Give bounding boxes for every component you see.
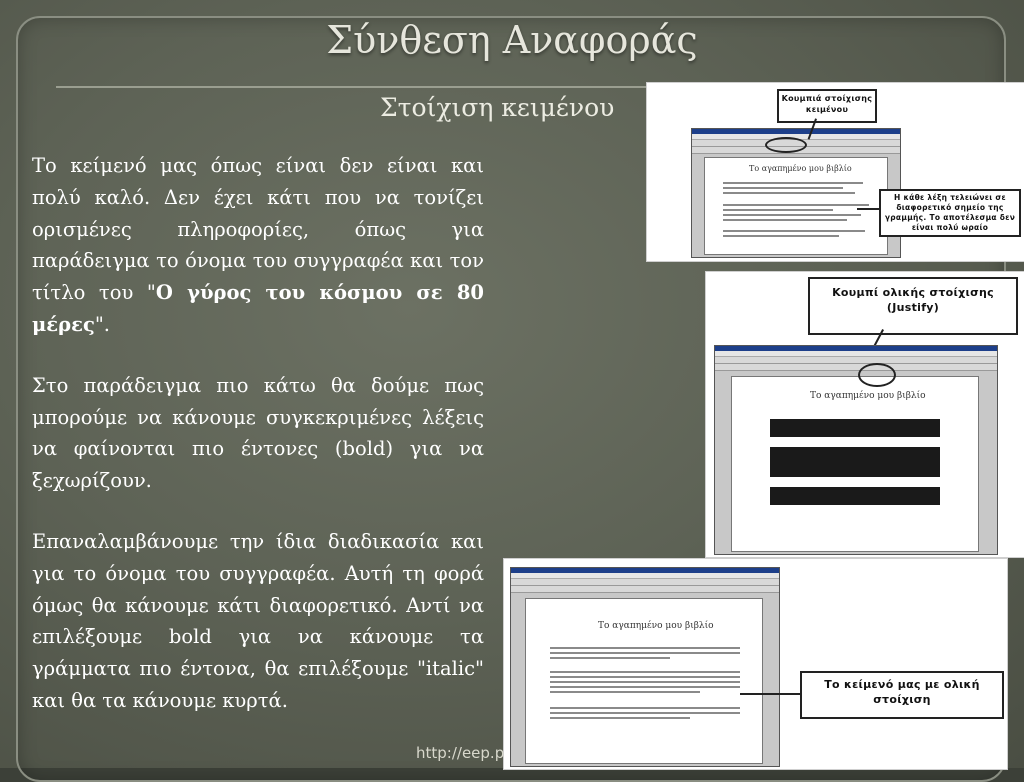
title-divider (56, 86, 706, 88)
word-window (714, 345, 998, 555)
slide-title: Σύνθεση Αναφοράς (326, 18, 698, 62)
callout-ragged-text: Η κάθε λέξη τελειώνει σε διαφορετικό σημείο της γραμμής. Το αποτέλεσμα δεν είναι πολύ ωραίο (879, 189, 1021, 237)
highlight-circle (858, 363, 896, 387)
highlight-circle (765, 137, 807, 153)
document-page (704, 157, 888, 255)
document-title: Το αγαπημένο μου βιβλίο (810, 391, 926, 401)
paragraph-3: Επαναλαμβάνουμε την ίδια διαδικασία και για το όνομα του συγγραφέα. Αυτή τη φορά όμως θα κάνουμε κάτι διαφορετικό. Αντί να επιλέξουμε bold για να κάνουμε τα γράμματα πιο έντονα, θα επιλέξουμε "italic" και θα τα κάνουμε κυρτά. (32, 529, 484, 712)
document-page (525, 598, 763, 764)
document-page (731, 376, 979, 552)
footer-url[interactable]: http://eep.p (416, 744, 505, 762)
word-window (510, 567, 780, 767)
paragraph-2: Στο παράδειγμα πιο κάτω θα δούμε πως μπορούμε να κάνουμε συγκεκριμένες λέξεις να φαίνονται πιο έντονες (bold) για να ξεχωρίζουν. (32, 373, 484, 493)
screenshot-justify-button (705, 271, 1024, 558)
paragraph-1 (32, 150, 484, 341)
callout-alignment-buttons: Κουμπιά στοίχισης κειμένου (777, 89, 877, 123)
book-title-bold: Ο γύρος του κόσμου σε 80 μέρες (32, 281, 484, 336)
slide-subtitle: Στοίχιση κειμένου (380, 93, 615, 122)
callout-justify-button: Κουμπί ολικής στοίχισης (Justify) (808, 277, 1018, 335)
document-title: Το αγαπημένο μου βιβλίο (749, 164, 852, 173)
paragraph-1-end: ". (94, 312, 110, 336)
body-text (32, 150, 484, 746)
screenshot-justified-text (503, 558, 1008, 770)
document-title: Το αγαπημένο μου βιβλίο (598, 621, 714, 631)
screenshot-alignment-buttons (646, 82, 1024, 262)
callout-justified-text: Το κείμενό μας με ολική στοίχιση (800, 671, 1004, 719)
paragraph-1-text: Το κείμενό μας όπως είναι δεν είναι και πολύ καλό. Δεν έχει κάτι που να τονίζει ορισμένες πληροφορίες, όπως για παράδειγμα το όνομα του συγγραφέα και τον τίτλο του " (32, 154, 484, 305)
